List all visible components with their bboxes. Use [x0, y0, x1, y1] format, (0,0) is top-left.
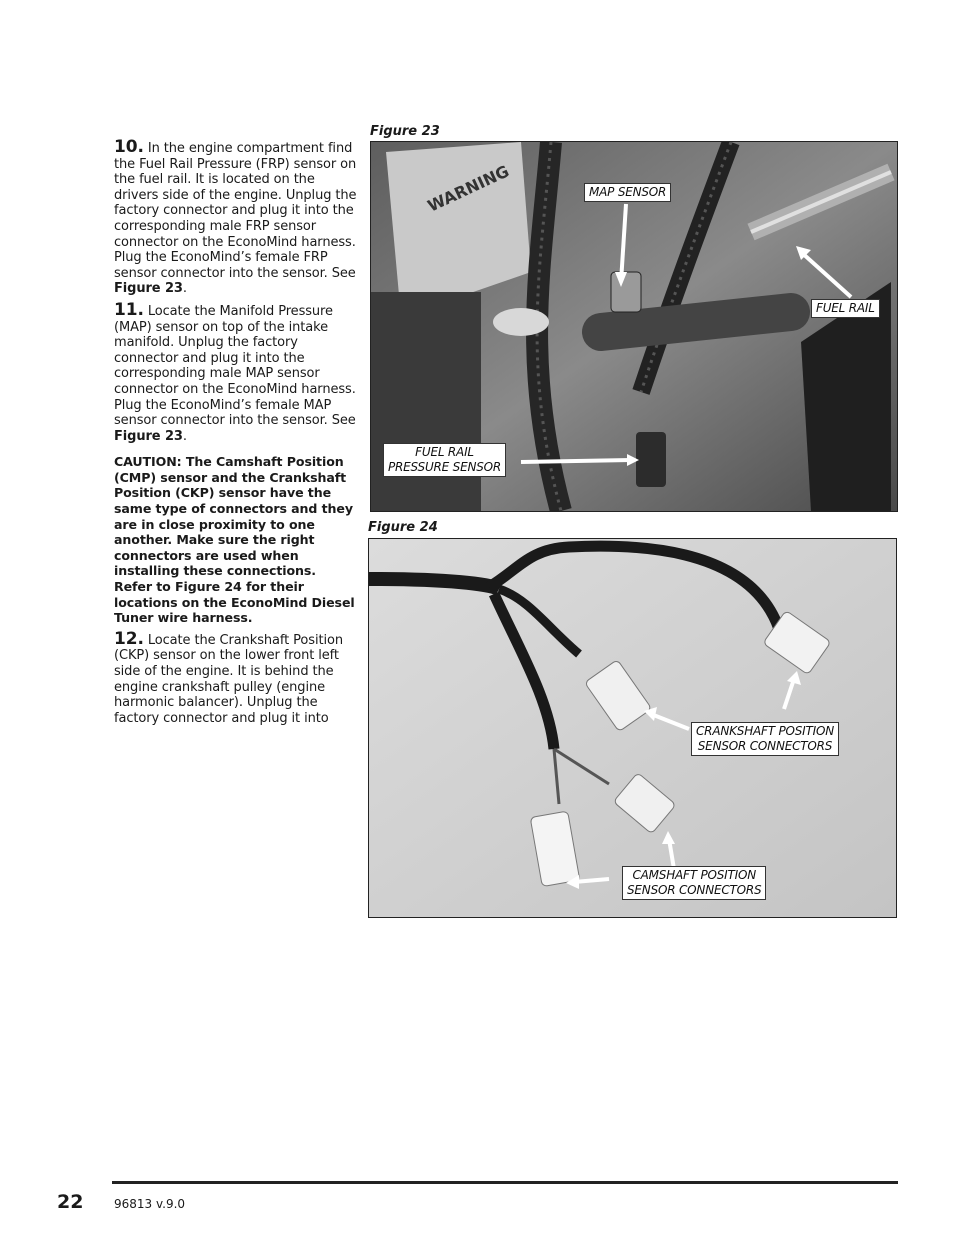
step-text: In the engine compartment find the Fuel Rail Pressure (FRP) sensor on the fuel rail. It is located on the drivers side of the engine. Unplug the factory connector and plug it into the corresponding male FRP sensor connector on the EconoMind harness. Plug the EconoMind’s female FRP sensor connector into the sensor. See [114, 141, 357, 281]
figure-23-photo [370, 141, 898, 512]
fuel-rail-label: FUEL RAIL [811, 299, 880, 318]
figure-24-photo [368, 538, 897, 918]
instructions-column [114, 137, 358, 732]
warning-plate-text: WARNING [424, 161, 512, 216]
step-12 [114, 628, 358, 727]
figure-reference: Figure 23 [114, 428, 183, 444]
step-10 [114, 137, 358, 297]
cmp-label-line-1: CAMSHAFT POSITION [632, 868, 757, 882]
figure-reference: Figure 23 [114, 281, 183, 297]
step-text: Locate the Crankshaft Position (CKP) sensor on the lower front left side of the engine. It is behind the engine crankshaft pulley (engine harmonic balancer). Unplug the factory connector and plug it into [114, 632, 343, 726]
document-id: 96813 v.9.0 [114, 1197, 186, 1211]
step-end: . [182, 281, 187, 297]
step-number: 10. [114, 137, 144, 157]
step-number: 12. [114, 628, 144, 649]
caution-note: CAUTION: The Camshaft Position (CMP) sensor and the Crankshaft Position (CKP) sensor have the same type of connectors and they are in close proximity to one another. Make sure the right connectors are used when installing these connections. Refer to Figure 24 for their locations on the EconoMind Diesel Tuner wire harness. [114, 454, 355, 626]
step-end: . [182, 428, 187, 444]
frp-label-line-1: FUEL RAIL [415, 445, 474, 459]
step-11 [114, 299, 358, 444]
page-number: 22 [57, 1191, 84, 1213]
crankshaft-connectors-label [691, 722, 839, 756]
ckp-label-line-2: SENSOR CONNECTORS [697, 739, 833, 753]
step-number: 11. [114, 299, 144, 320]
cmp-label-line-2: SENSOR CONNECTORS [627, 883, 762, 897]
step-text: Locate the Manifold Pressure (MAP) sensor on top of the intake manifold. Unplug the factory connector and plug it into the corresponding male MAP sensor connector on the EconoMind harness. Plug the EconoMind’s female MAP sensor connector into the sensor. See [114, 303, 356, 429]
footer-rule [112, 1181, 898, 1184]
frp-label-line-2: PRESSURE SENSOR [388, 460, 502, 474]
figure-23-caption: Figure 23 [370, 124, 440, 139]
frp-sensor-label [383, 443, 506, 477]
figure-24-caption: Figure 24 [368, 520, 438, 535]
map-sensor-label: MAP SENSOR [584, 183, 671, 202]
ckp-label-line-1: CRANKSHAFT POSITION [696, 724, 834, 738]
camshaft-connectors-label [622, 866, 766, 900]
